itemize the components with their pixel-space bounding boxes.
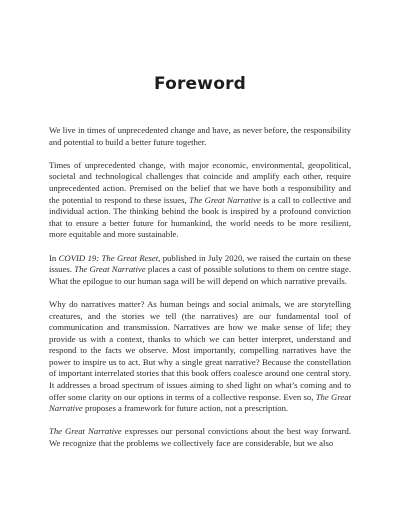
body-text <box>49 125 351 461</box>
paragraph-text: is a call to collective and individual action. The thinking behind the book is inspired by a profound conviction that to ensure a better future for humankind, the world needs to be more resilient, more equitable and more sustainable. <box>49 194 351 240</box>
paragraph <box>49 125 351 148</box>
paragraph-text: Why do narratives matter? As human beings and social animals, we are storytelling creatures, and the stories we tell (the narratives) are our fundamental tool of communication and transmission. Narratives are how we make sense of life; they provide us with a context, thanks to which we can better interpret, understand and respond to the facts we observe. Most importantly, compelling narratives have the power to inspire us to act. But why a single great narrative? Because the constellation of important interrelated stories that this book offers coalesce around one central story. It addresses a broad spectrum of issues aiming to shed light on what’s coming and to offer some clarity on our options in terms of a collective response. Even so, <box>49 298 351 402</box>
paragraph <box>49 299 351 415</box>
paragraph-text: Times of unprecedented change, with major economic, environmental, geopolitical, societal and technological challenges that coincide and amplify each other, require unprecedented action. Premised on the belief that we have both a responsibility and the potential to respond to these issues, <box>49 159 351 205</box>
paragraph <box>49 160 351 241</box>
paragraph <box>49 426 351 449</box>
italic-title-text: The Great Narrative <box>49 426 122 437</box>
paragraph-text: In <box>49 252 59 263</box>
italic-title-text: COVID 19: The Great Reset <box>58 252 159 263</box>
page-heading: Foreword <box>153 74 247 94</box>
italic-title-text: The Great Narrative <box>189 194 261 205</box>
italic-title-text: The Great Narrative <box>49 391 351 414</box>
paragraph-text: expresses our personal convictions about the best way forward. We recognize that the problems we collectively face are considerable, but we also <box>49 426 351 449</box>
paragraph-text: places a cast of possible solutions to them on centre stage. What the epilogue to our human saga will be will depend on which narrative prevails. <box>49 264 351 286</box>
paragraph <box>49 253 351 288</box>
paragraph-text: We live in times of unprecedented change and have, as never before, the responsibility and potential to build a better future together. <box>49 125 351 147</box>
paragraph-text: proposes a framework for future action, not a prescription. <box>82 403 289 414</box>
italic-title-text: The Great Narrative <box>74 264 146 275</box>
paragraph-text: , published in July 2020, we raised the curtain on these issues. <box>49 252 351 275</box>
